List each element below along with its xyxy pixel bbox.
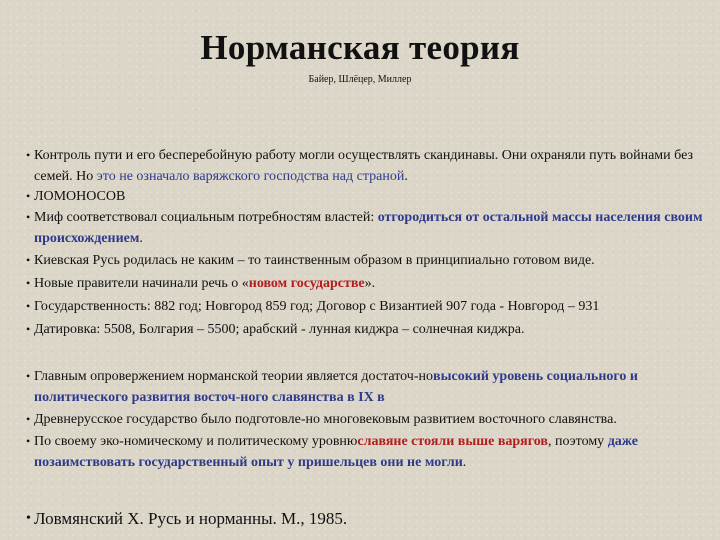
bullet-marker: •: [26, 299, 31, 313]
item-text: Контроль пути и его бесперебойную работу могли осуществлять скандинавы. Они охраняли путь войнами без семей. Но это не означало варяжского господства над страной.: [34, 148, 694, 184]
highlight-text: высокий уровень социального и политического развития восточ-ного славянства в IX в: [34, 369, 638, 405]
highlight-text: новом государстве: [248, 276, 365, 291]
page-subtitle: Байер, Шлёцер, Миллер: [308, 74, 412, 85]
bullet-marker: •: [26, 148, 31, 162]
item-text: По своему эко-номическому и политическому уровнюславяне стояли выше варягов, поэтому даже позаимствовать государственный опыт у пришельцев они не могли.: [34, 434, 638, 470]
item-text: Новые правители начинали речь о «новом государстве».: [34, 276, 376, 291]
highlight-text: это не означало варяжского господства над страной: [96, 169, 405, 184]
item-text: Древнерусское государство было подготовле-но многовековым развитием восточного славянства.: [34, 412, 617, 427]
highlight-text: славяне стояли выше варягов: [357, 434, 548, 449]
item-text: Датировка: 5508, Болгария – 5500; арабский - лунная киджра – солнечная киджра.: [34, 322, 525, 337]
bullet-marker: •: [26, 434, 31, 448]
bullet-marker: •: [26, 276, 31, 290]
highlight-text: отгородиться от остальной массы населения своим происхождением: [34, 210, 703, 246]
item-text: Ловмянский Х. Русь и норманны. М., 1985.: [34, 509, 348, 528]
bullet-marker: •: [26, 369, 31, 383]
bullet-marker: •: [26, 210, 31, 224]
bullet-marker: •: [26, 412, 31, 426]
item-text: Государственность: 882 год; Новгород 859 год; Договор с Византией 907 года - Новгород – 931: [34, 299, 600, 314]
item-text: Главным опровержением норманской теории является достаточ-новысокий уровень социального и политического развития восточ-ного славянства в IX в: [34, 369, 638, 405]
bullet-marker: •: [26, 322, 31, 336]
item-text: Миф соответствовал социальным потребностям властей: отгородиться от остальной массы населения своим происхождением.: [34, 210, 703, 246]
item-text: ЛОМОНОСОВ: [34, 189, 126, 204]
bullet-marker: •: [26, 189, 31, 203]
item-text: Киевская Русь родилась не каким – то таинственным образом в принципиально готовом виде.: [34, 253, 595, 268]
highlight-text: даже позаимствовать государственный опыт у пришельцев они не могли: [34, 434, 638, 470]
bullet-marker: •: [26, 253, 31, 267]
page-title: Норманская теория: [200, 28, 520, 67]
bullet-marker: •: [26, 511, 31, 526]
